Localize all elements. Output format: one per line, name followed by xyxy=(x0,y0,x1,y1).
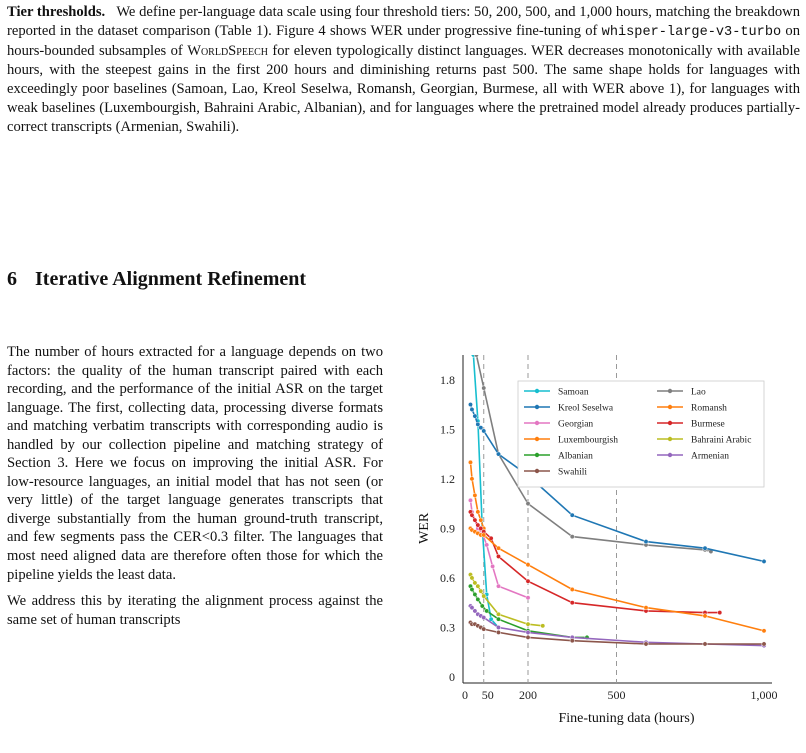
data-point-lao xyxy=(474,355,478,357)
data-point-georgian xyxy=(468,498,472,502)
data-point-kreol-seselwa xyxy=(482,429,486,433)
data-point-romansh xyxy=(468,460,472,464)
intro-text-1: We define per-language data scale using four threshold tiers: 50, 200, 500, and 1,000 hours, matching the breakdown reported in the dataset comparison (Table 1). Figure 4 shows WER under progressive fine-tuning of xyxy=(7,4,800,40)
legend-label-lao: Lao xyxy=(691,387,706,398)
data-point-albanian xyxy=(485,609,489,613)
data-point-luxembourgish xyxy=(703,614,707,618)
body-paragraph-1: The number of hours extracted for a language depends on two factors: the quality of the human transcript paired with each recording, and the performance of the initial ASR on the target language. The first, collecting data, processing diverse formats and matching verbatim transcripts with corresponding audio is handled by our collection pipeline and matching strategy of Section 3. Here we focus on improving the initial ASR. For low-resource languages, an initial model that has not seen (or very little) of the target language generates transcripts that diverge substantially from the human ground-truth transcript, and few segments pass the CER<0.3 filter. The languages that most need aligned data are therefore often those for which the pipeline yields the least data. xyxy=(7,344,383,583)
legend-marker-kreol-seselwa xyxy=(535,405,539,409)
data-point-burmese xyxy=(570,600,574,604)
data-point-kreol-seselwa xyxy=(703,546,707,550)
data-point-romansh xyxy=(476,510,480,514)
x-tick-label: 1,000 xyxy=(750,688,778,702)
data-point-bahraini-arabic xyxy=(476,584,480,588)
intro-paragraph xyxy=(7,3,800,137)
model-name: whisper-large-v3-turbo xyxy=(601,25,782,41)
legend-label-romansh: Romansh xyxy=(691,403,727,414)
data-point-luxembourgish xyxy=(482,533,486,537)
data-point-lao xyxy=(570,534,574,538)
x-axis-label: Fine-tuning data (hours) xyxy=(558,711,695,725)
legend-marker-swahili xyxy=(535,469,539,473)
data-point-luxembourgish xyxy=(526,563,530,567)
series-line-luxembourgish xyxy=(471,528,765,630)
data-point-armenian xyxy=(482,615,486,619)
legend-label-burmese: Burmese xyxy=(691,419,725,430)
data-point-swahili xyxy=(644,642,648,646)
data-point-luxembourgish xyxy=(762,629,766,633)
data-point-romansh xyxy=(479,518,483,522)
data-point-swahili xyxy=(762,642,766,646)
x-tick-label: 50 xyxy=(481,688,494,702)
x-tick-label: 500 xyxy=(607,688,626,702)
body-column xyxy=(7,343,383,637)
data-point-luxembourgish xyxy=(496,546,500,550)
legend xyxy=(518,381,764,487)
legend-marker-bahraini-arabic xyxy=(668,437,672,441)
data-point-bahraini-arabic xyxy=(479,589,483,593)
data-point-kreol-seselwa xyxy=(468,402,472,406)
data-point-albanian xyxy=(496,617,500,621)
legend-marker-romansh xyxy=(668,405,672,409)
body-paragraph-2: We address this by iterating the alignment process against the same set of human transcripts xyxy=(7,593,383,628)
data-point-romansh xyxy=(470,477,474,481)
data-point-burmese xyxy=(473,518,477,522)
data-point-albanian xyxy=(480,604,484,608)
data-point-kreol-seselwa xyxy=(644,539,648,543)
data-point-swahili xyxy=(496,630,500,634)
legend-marker-luxembourgish xyxy=(535,437,539,441)
intro-text-3: for eleven typologically distinct languages. WER decreases monotonically with available hours, with the steepest gains in the first 200 hours and diminishing returns past 500. The same shape holds for languages with exceedingly poor baselines (Samoan, Lao, Kreol Seselwa, Romansh, Georgian, Burmese, all with WER above 1), for languages with weak baselines (Luxembourgish, Bahraini Arabic, Albanian), and for languages where the pretrained model already produces partially-correct transcripts (Armenian, Swahili). xyxy=(7,43,800,136)
y-tick-label: 0.3 xyxy=(440,620,455,635)
legend-marker-burmese xyxy=(668,421,672,425)
legend-marker-armenian xyxy=(668,453,672,457)
x-tick-label: 0 xyxy=(462,688,468,702)
data-point-bahraini-arabic xyxy=(526,622,530,626)
legend-marker-georgian xyxy=(535,421,539,425)
data-point-swahili xyxy=(570,638,574,642)
data-point-bahraini-arabic xyxy=(496,612,500,616)
y-tick-label: 0.9 xyxy=(440,521,455,536)
legend-label-georgian: Georgian xyxy=(558,419,594,430)
intro-text-2: on hours-bounded subsamples of xyxy=(7,23,800,60)
legend-label-samoan: Samoan xyxy=(558,387,589,398)
data-point-albanian xyxy=(470,587,474,591)
data-point-swahili xyxy=(482,627,486,631)
data-point-bahraini-arabic xyxy=(482,594,486,598)
data-point-armenian xyxy=(496,625,500,629)
data-point-georgian xyxy=(496,584,500,588)
series-line-burmese xyxy=(471,512,720,613)
data-point-kreol-seselwa xyxy=(470,407,474,411)
data-point-luxembourgish xyxy=(570,587,574,591)
y-tick-label: 0 xyxy=(449,670,455,684)
y-tick-label: 1.8 xyxy=(440,372,455,387)
data-point-kreol-seselwa xyxy=(496,452,500,456)
legend-label-kreol-seselwa: Kreol Seselwa xyxy=(558,403,614,414)
legend-marker-lao xyxy=(668,389,672,393)
data-point-kreol-seselwa xyxy=(473,414,477,418)
x-tick-label: 200 xyxy=(519,688,537,702)
legend-label-bahraini-arabic: Bahraini Arabic xyxy=(691,435,752,446)
data-point-lao xyxy=(482,386,486,390)
data-point-swahili xyxy=(526,635,530,639)
legend-label-albanian: Albanian xyxy=(558,451,593,462)
wer-line-chart xyxy=(414,355,806,725)
legend-label-luxembourgish: Luxembourgish xyxy=(558,435,618,446)
data-point-swahili xyxy=(703,642,707,646)
data-point-georgian xyxy=(526,596,530,600)
data-point-georgian xyxy=(485,543,489,547)
y-axis-label: WER xyxy=(417,512,432,544)
data-point-bahraini-arabic xyxy=(470,576,474,580)
intro-heading: Tier thresholds. xyxy=(7,4,106,20)
y-tick-label: 1.2 xyxy=(440,471,455,486)
section-heading xyxy=(7,268,306,291)
data-point-bahraini-arabic xyxy=(541,624,545,628)
data-point-lao xyxy=(526,501,530,505)
legend-marker-albanian xyxy=(535,453,539,457)
data-point-luxembourgish xyxy=(644,605,648,609)
data-point-albanian xyxy=(473,592,477,596)
data-point-kreol-seselwa xyxy=(762,559,766,563)
data-point-georgian xyxy=(490,564,494,568)
data-point-burmese xyxy=(718,610,722,614)
data-point-romansh xyxy=(473,493,477,497)
data-point-albanian xyxy=(476,597,480,601)
section-number: 6 xyxy=(7,268,17,290)
legend-marker-samoan xyxy=(535,389,539,393)
data-point-burmese xyxy=(496,554,500,558)
legend-box xyxy=(518,381,764,487)
y-tick-label: 1.5 xyxy=(440,422,455,437)
y-tick-label: 0.6 xyxy=(440,570,455,585)
data-point-kreol-seselwa xyxy=(570,513,574,517)
data-point-burmese xyxy=(526,579,530,583)
section-title: Iterative Alignment Refinement xyxy=(35,268,307,290)
data-point-burmese xyxy=(470,513,474,517)
dataset-name: WorldSpeech xyxy=(187,43,268,60)
data-point-armenian xyxy=(526,630,530,634)
legend-label-swahili: Swahili xyxy=(558,467,588,478)
legend-label-armenian: Armenian xyxy=(691,451,729,462)
